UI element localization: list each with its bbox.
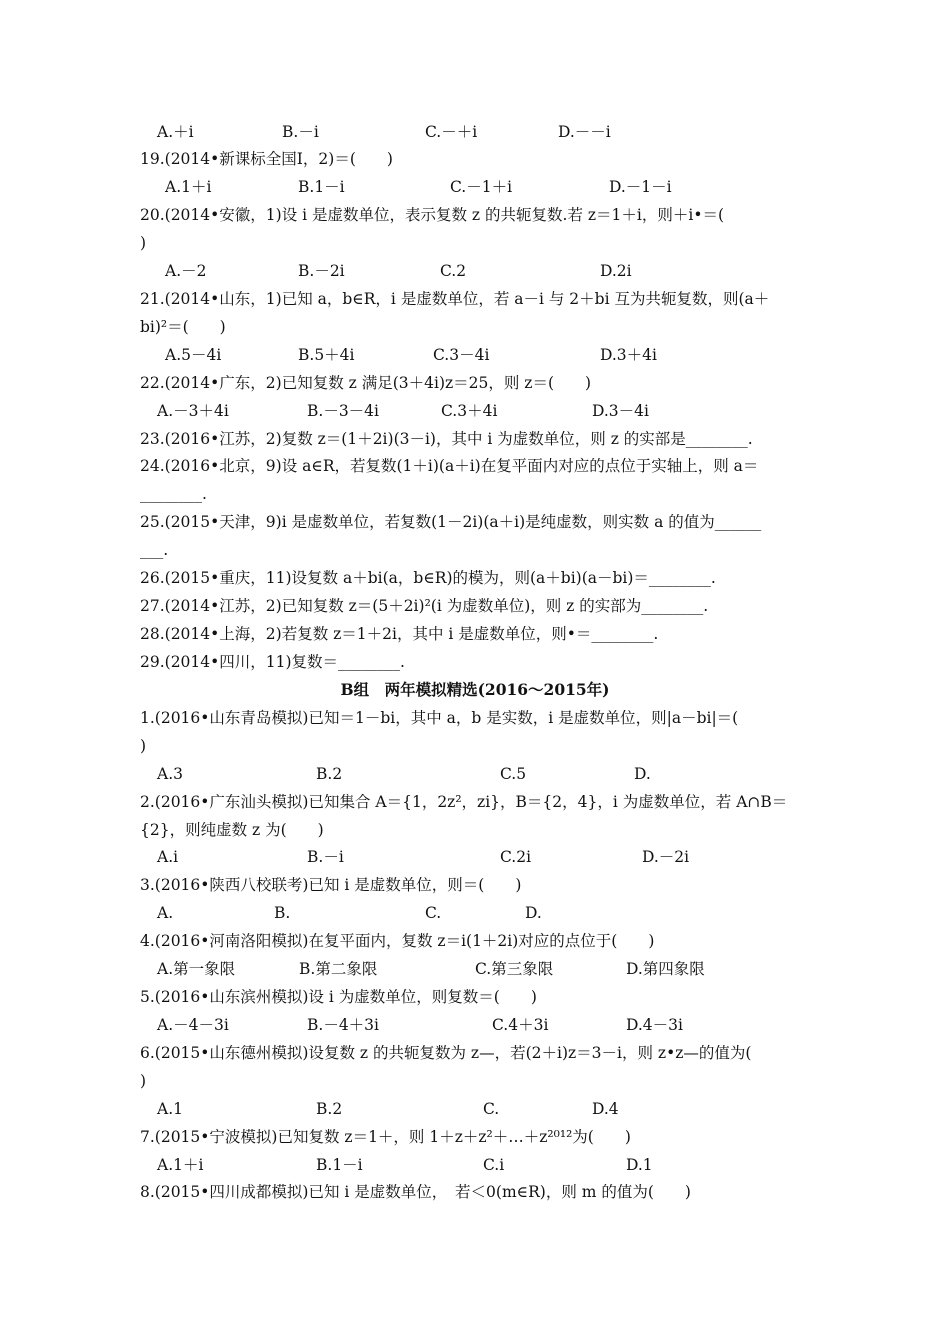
answer-option: A.＋i [157, 123, 194, 141]
question-text: ___. [140, 541, 169, 559]
answer-option: D. [525, 904, 542, 922]
answer-option: D.3＋4i [600, 346, 657, 364]
text-line [0, 480, 950, 508]
question-text: 19.(2014•新课标全国Ⅰ，2)＝( ) [140, 150, 393, 168]
answer-option: C.3＋4i [441, 402, 498, 420]
answer-option: A.1＋i [165, 178, 212, 196]
question-text: ________. [140, 485, 207, 503]
answer-option: B.第二象限 [299, 960, 378, 978]
answer-option: D.第四象限 [626, 960, 705, 978]
answer-option: A.3 [157, 765, 183, 783]
text-line [0, 816, 950, 844]
text-line [0, 145, 950, 173]
text-line [0, 173, 950, 201]
answer-option: D.2i [600, 262, 632, 280]
answer-option: A.1 [157, 1100, 183, 1118]
question-text: 23.(2016•江苏，2)复数 z＝(1＋2i)(3－i)，其中 i 为虚数单位，则 z 的实部是________. [140, 430, 753, 448]
text-line [0, 1011, 950, 1039]
text-line [0, 369, 950, 397]
text-line [0, 788, 950, 816]
question-text: {2}，则纯虚数 z 为( ) [140, 821, 324, 839]
text-line [0, 732, 950, 760]
text-line [0, 313, 950, 341]
text-line [0, 1178, 950, 1206]
answer-option: B.1－i [298, 178, 345, 196]
question-text: 7.(2015•宁波模拟)已知复数 z＝1＋，则 1＋z＋z²＋…＋z²⁰¹²为( ) [140, 1128, 631, 1146]
text-line [0, 1067, 950, 1095]
text-line [0, 536, 950, 564]
text-line [0, 1123, 950, 1151]
text-line [0, 704, 950, 732]
answer-option: C.5 [500, 765, 527, 783]
answer-option: A.5－4i [165, 346, 222, 364]
answer-option: C. [425, 904, 442, 922]
question-text: bi)²＝( ) [140, 318, 226, 336]
text-line [0, 927, 950, 955]
answer-option: B.－i [307, 848, 344, 866]
question-text: 24.(2016•北京，9)设 a∈R，若复数(1＋i)(a＋i)在复平面内对应的点位于实轴上，则 a＝ [140, 457, 759, 475]
question-text: 21.(2014•山东，1)已知 a，b∈R，i 是虚数单位，若 a－i 与 2＋bi 互为共轭复数，则(a＋ [140, 290, 770, 308]
answer-option: C. [483, 1100, 500, 1118]
question-text: 8.(2015•四川成都模拟)已知 i 是虚数单位， 若＜0(m∈R)，则 m 的值为( ) [140, 1183, 691, 1201]
text-line [0, 285, 950, 313]
text-line [0, 843, 950, 871]
question-text: 5.(2016•山东滨州模拟)设 i 为虚数单位，则复数＝( ) [140, 988, 537, 1006]
question-text: ) [140, 1072, 147, 1090]
answer-option: D.－2i [642, 848, 690, 866]
question-text: ) [140, 234, 147, 252]
answer-option: A.－4－3i [157, 1016, 229, 1034]
question-text: 26.(2015•重庆，11)设复数 a＋bi(a，b∈R)的模为，则(a＋bi)(a－bi)＝________. [140, 569, 716, 587]
text-line [0, 983, 950, 1011]
answer-option: B. [274, 904, 291, 922]
answer-option: B.2 [316, 765, 343, 783]
text-line [0, 620, 950, 648]
answer-option: A.－2 [165, 262, 207, 280]
question-text: 22.(2014•广东，2)已知复数 z 满足(3＋4i)z＝25，则 z＝( ) [140, 374, 592, 392]
text-line [0, 508, 950, 536]
answer-option: D.1 [626, 1156, 653, 1174]
answer-option: B.－i [282, 123, 319, 141]
answer-option: B.5＋4i [298, 346, 355, 364]
question-text: 27.(2014•江苏，2)已知复数 z＝(5＋2i)²(i 为虚数单位)，则 z 的实部为________. [140, 597, 709, 615]
question-text: 1.(2016•山东青岛模拟)已知＝1－bi，其中 a，b 是实数，i 是虚数单位，则|a－bi|＝( [140, 709, 739, 727]
answer-option: C.i [483, 1156, 505, 1174]
text-line [0, 592, 950, 620]
text-line [0, 1151, 950, 1179]
answer-option: B.－3－4i [307, 402, 379, 420]
text-line [0, 1039, 950, 1067]
answer-option: D.4－3i [626, 1016, 683, 1034]
answer-option: B.－4＋3i [307, 1016, 379, 1034]
answer-option: A. [157, 904, 174, 922]
answer-option: B.1－i [316, 1156, 363, 1174]
text-line [0, 341, 950, 369]
text-line [0, 118, 950, 146]
answer-option: D. [634, 765, 651, 783]
text-line [0, 871, 950, 899]
text-line [0, 397, 950, 425]
answer-option: A.－3＋4i [157, 402, 229, 420]
answer-option: C.－＋i [425, 123, 478, 141]
section-heading: B组 两年模拟精选(2016～2015年) [340, 680, 610, 699]
answer-option: A.第一象限 [157, 960, 236, 978]
question-text: 2.(2016•广东汕头模拟)已知集合 A＝{1，2z²，zi}，B＝{2，4}，i 为虚数单位，若 A∩B＝ [140, 793, 788, 811]
answer-option: C.第三象限 [475, 960, 554, 978]
question-text: 3.(2016•陕西八校联考)已知 i 是虚数单位，则＝( ) [140, 876, 522, 894]
text-line [0, 648, 950, 676]
question-text: 28.(2014•上海，2)若复数 z＝1＋2i，其中 i 是虚数单位，则•＝________. [140, 625, 659, 643]
text-line [0, 760, 950, 788]
answer-option: B.－2i [298, 262, 345, 280]
text-line [0, 899, 950, 927]
text-line [0, 229, 950, 257]
answer-option: D.－1－i [609, 178, 672, 196]
question-text: 25.(2015•天津，9)i 是虚数单位，若复数(1－2i)(a＋i)是纯虚数，则实数 a 的值为______ [140, 513, 762, 531]
answer-option: A.i [157, 848, 179, 866]
text-line [0, 1095, 950, 1123]
question-text: ) [140, 737, 147, 755]
answer-option: B.2 [316, 1100, 343, 1118]
text-line [0, 425, 950, 453]
text-line [0, 564, 950, 592]
text-line [0, 955, 950, 983]
answer-option: C.4＋3i [492, 1016, 549, 1034]
answer-option: D.－－i [558, 123, 611, 141]
answer-option: D.3－4i [592, 402, 649, 420]
text-line [0, 201, 950, 229]
question-text: 6.(2015•山东德州模拟)设复数 z 的共轭复数为 z—，若(2＋i)z＝3－i，则 z•z—的值为( [140, 1044, 752, 1062]
question-text: 4.(2016•河南洛阳模拟)在复平面内，复数 z＝i(1＋2i)对应的点位于( ) [140, 932, 655, 950]
answer-option: C.3－4i [433, 346, 490, 364]
text-line [0, 452, 950, 480]
text-line [0, 257, 950, 285]
answer-option: D.4 [592, 1100, 619, 1118]
answer-option: C.2i [500, 848, 532, 866]
answer-option: C.－1＋i [450, 178, 513, 196]
answer-option: C.2 [440, 262, 467, 280]
question-text: 20.(2014•安徽，1)设 i 是虚数单位，表示复数 z 的共轭复数.若 z＝1＋i，则＋i•＝( [140, 206, 725, 224]
answer-option: A.1＋i [157, 1156, 204, 1174]
question-text: 29.(2014•四川，11)复数＝________. [140, 653, 405, 671]
